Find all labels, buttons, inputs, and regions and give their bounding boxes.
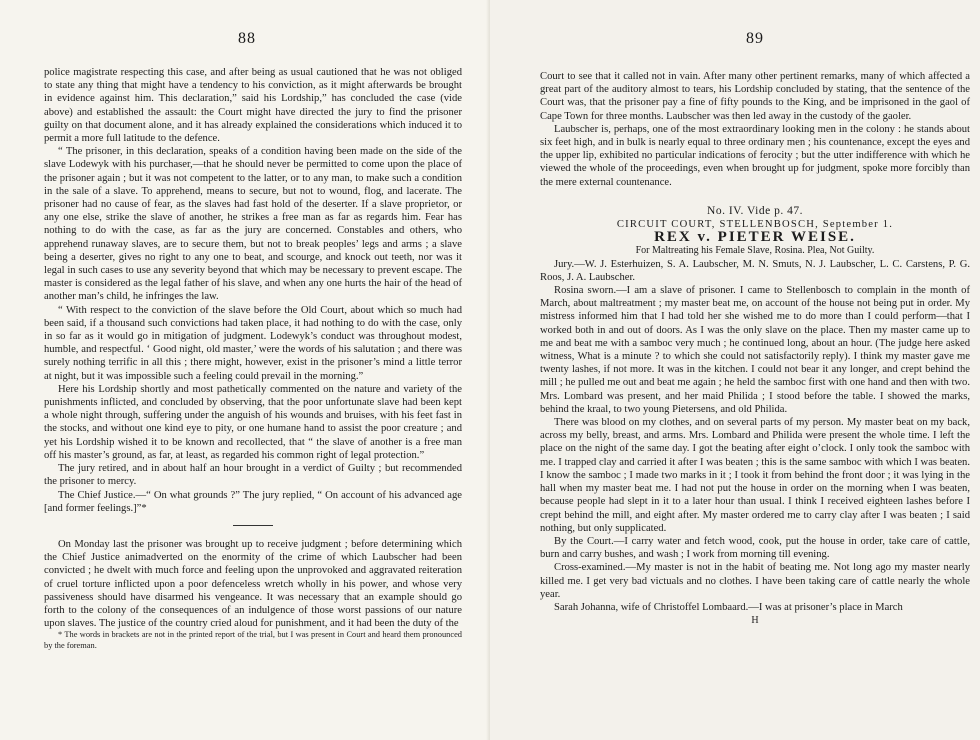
paragraph: Sarah Johanna, wife of Christoffel Lombaard.—I was at prisoner’s place in March [554,601,903,613]
paragraph: There was blood on my clothes, and on several parts of my person. My master beat on my back, across my belly, breast, and arms. Mrs. Lombard and Philida were present the whole time. I left the place on the night of the same day. I got the beating after eight o’clock. I only took the samboc with me. I trapped clay and carried it after I was beaten ; this is the same samboc with which I was beaten. I know the samboc ; I made two marks in it ; I took it from behind the front door ; it was lying in the hall when my master beat me. I had not put the house in order on the morning when I was beaten, because people had slept in it to a later hour than usual. I think I received eighteen lashes before I crept behind the mill, and eight after. My master ordered me to carry clay after I was beaten ; I said nothing, but only supplicated. [540,417,970,534]
case-title: REX v. PIETER WEISE. [654,229,856,246]
paragraph: Jury.—W. J. Esterhuizen, S. A. Laubscher, M. N. Smuts, N. J. Laubscher, L. C. Carstens, P. G. Roos, J. A. Laubscher. [540,258,970,283]
charge-line: For Maltreating his Female Slave, Rosina. Plea, Not Guilty. [635,245,875,257]
page-number: 89 [746,30,764,47]
paragraph: police magistrate respecting this case, and after being as usual cautioned that he was not obliged to state any thing that might have a tendency to his conviction, as it might afterwards be brought in evidence against him. This declaration,” said his Lordship,” has concluded the case (vide above) and established the assault: the Court might have directed the jury to find the prisoner guilty on that document alone, and it has already explained the considerations which induced it to permit a more full latitude to the defence. [44,67,462,145]
paragraph: Rosina sworn.—I am a slave of prisoner. I came to Stellenbosch to complain in the month of March, about maltreatment ; my master beat me, on account of the house not being put in order. My mistress informed him that I had told her she wished me to do more than I could perform—that I worked both in and out of doors. As I was the only slave on the place. Then my master came up to me and beat me with a samboc very much ; he continued long, about an hour. (The judge here asked witness, What is a minute ? to which she could not satisfactorily reply). I think my master gave me twenty lashes, if not more. It was in the kitchen. I could not bear it any longer, and crept behind the mill ; he pulled me out and beat me again ; he held the samboc first with one hand and then with two. Mrs. Lombard was present, and her maid Philida ; I stood before the table. I showed the marks, behind the kraal, to two young Pietersens, and old Philida. [540,285,970,415]
paragraph: “ The prisoner, in this declaration, speaks of a condition having been made on the side of the slave Lodewyk with his purchaser,—that he should never be permitted to come upon the place of the prisoner again ; but it was not competent to the latter, or to any man, to make such a condition in the sale of a slave. To apprehend, means to secure, but not to wound, flog, and lacerate. The prisoner had no cause of fear, as the slaves had fast hold of the deserter. If a slave proprietor, or any one else, strike the slave of another, he strikes a free man as far as regards him. Fear has nothing to do with the case, as far as the jury are concerned. Constables and others, who apprehend runaway slaves, are to secure them, but not to break peoples’ legs and arms ; a slave being a deserter, gives no right to any one to beat, and scourge, and knock out teeth, nor was it legal in such cases to use any severity beyond that which may be necessary to prevent escape. The master is considered as the legal father of his slave, and when any one hurts the hair of the head of another man’s child, he infringes the law. [44,146,462,303]
paragraph: The jury retired, and in about half an hour brought in a verdict of Guilty ; but recommended the prisoner to mercy. [44,463,462,488]
paragraph: “ With respect to the conviction of the slave before the Old Court, about which so much had been said, if a thousand such convictions had taken place, it had nothing to do with the case, only in so far as it would go in mitigation of judgment. Lodewyk’s conduct was throughout modest, humble, and respectful. ‘ Good night, old master,’ were the words of his salutation ; and there was surely nothing terrific in all this ; there might, however, exist in the prisoner’s mind a little terror at night, but it was impossible such a feeling could prevail in the morning.” [44,304,462,382]
paragraph: By the Court.—I carry water and fetch wood, cook, put the house in order, take care of cattle, burn and carry bushes, and wash ; I work from morning till evening. [540,535,970,561]
page-number: 88 [238,30,256,47]
section-rule [233,525,273,526]
signature-mark: H [751,615,759,627]
paragraph: Laubscher is, perhaps, one of the most extraordinary looking men in the colony : he stands about six feet high, and in bulk is nearly equal to three ordinary men ; his countenance, except the eyes and the upper lip, exhibited no particular indications of ferocity ; but the utter indifference with which he viewed the whole of the proceedings, even when brought up for judgment, spoke more forcibly than the mere external countenance. [540,123,970,188]
footnote: * The words in brackets are not in the printed report of the trial, but I was present in Court and heard them pronounced by the foreman. [44,630,462,650]
paragraph: Cross-examined.—My master is not in the habit of beating me. Not long ago my master nearly killed me. I get very bad victuals and no clothes. I have been taking care of cattle nearly the whole year. [540,562,970,600]
paragraph: Here his Lordship shortly and most pathetically commented on the nature and variety of the punishments inflicted, and concluded by observing, that the poor unfortunate slave had been kept a whole night through, suffering under the anguish of his wounds and bruises, with his feet fast in the stocks, and without one kind eye to pity, or one humane hand to assist the poor creature ; and yet his Lordship wished it to be known and recollected, that “ the slave of another is a free man off his master’s ground, as far, at least, as regarded his common right of legal protection.” [44,383,462,461]
court-heading: CIRCUIT COURT, STELLENBOSCH, September 1. [616,219,894,231]
right-page-text [540,70,970,627]
paragraph: On Monday last the prisoner was brought up to receive judgment ; before determining which the Chief Justice animadverted on the enormity of the crime of which Laubscher had been convicted ; he dwelt with much force and feeling upon the unprovoked and aggravated reiteration of cruel torture inflicted upon a poor defenceless wretch wholly in his power, and whose very passiveness should have disarmed his vengeance. It was necessary that an example should go forth to the colony of the consequences of an indulgence of those worst passions of our nature upon slaves. The justice of the country cried aloud for punishment, and it had been the duty of the [44,538,462,630]
appendix-number: No. IV. Vide p. 47. [707,204,803,217]
left-page-text [44,66,462,651]
paragraph: Court to see that it called not in vain. After many other pertinent remarks, many of which affected a great part of the auditory almost to tears, his Lordship concluded by stating, that the sentence of the Court was, that the prisoner pay a fine of fifty pounds to the King, and be imprisoned in the gaol of Cape Town for three months. Laubscher was then led away in the custody of the gaoler. [540,71,970,122]
paragraph: The Chief Justice.—“ On what grounds ?” The jury replied, “ On account of his advanced age [and former feelings.]”* [44,489,462,514]
